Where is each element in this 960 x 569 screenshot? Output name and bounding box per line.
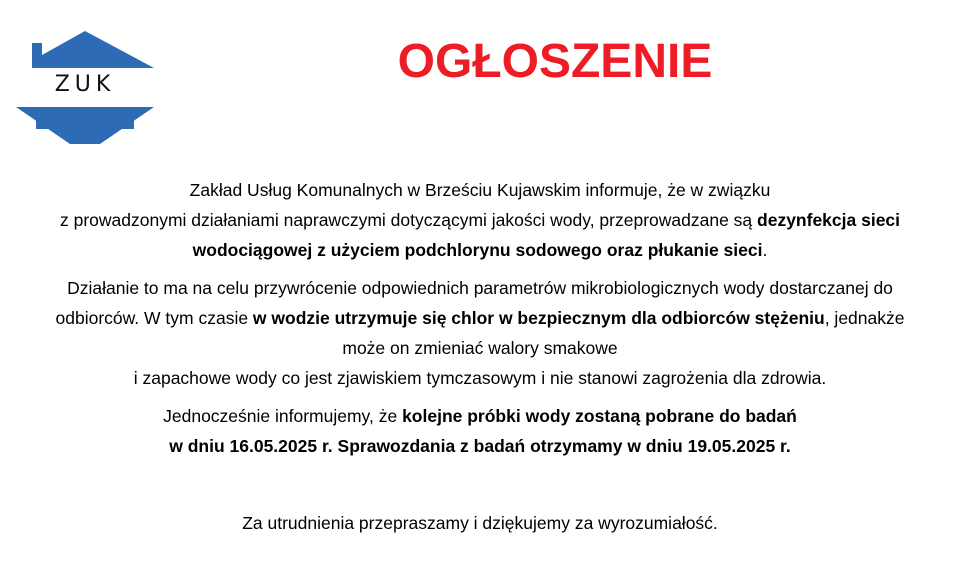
paragraph-intro <box>8 175 952 265</box>
intro-emphasis-2: wodociągowej z użyciem podchlorynu sodowego oraz płukanie sieci <box>192 240 763 260</box>
zuk-logo <box>16 31 154 144</box>
paragraph-apology <box>8 508 952 538</box>
samples-emphasis-2: w dniu 16.05.2025 r. Sprawozdania z badań otrzymamy w dniu 19.05.2025 r. <box>169 436 791 456</box>
announcement-title: OGŁOSZENIE <box>397 35 713 88</box>
purpose-line-2c: , jednakże <box>824 308 905 328</box>
apology-line: Za utrudnienia przepraszamy i dziękujemy za wyrozumiałość. <box>242 513 718 533</box>
samples-emphasis-1: kolejne próbki wody zostaną pobrane do badań <box>402 406 797 426</box>
purpose-line-3: może on zmieniać walory smakowe <box>342 338 618 358</box>
intro-line-2: z prowadzonymi działaniami naprawczymi dotyczącymi jakości wody, przeprowadzane są <box>59 210 758 230</box>
paragraph-purpose <box>8 273 952 393</box>
purpose-emphasis: w wodzie utrzymuje się chlor w bezpiecznym dla odbiorców stężeniu <box>252 308 825 328</box>
purpose-line-1: Działanie to ma na celu przywrócenie odpowiednich parametrów mikrobiologicznych wody dostarczanej do <box>67 278 893 298</box>
paragraph-samples <box>8 401 952 461</box>
announcement-body <box>8 175 952 538</box>
intro-line-1: Zakład Usług Komunalnych w Brześciu Kujawskim informuje, że w związku <box>189 180 771 200</box>
purpose-line-2a: odbiorców. W tym czasie <box>55 308 253 328</box>
intro-period: . <box>762 240 768 260</box>
samples-line-1a: Jednocześnie informujemy, że <box>163 406 403 426</box>
logo-text: ZUK <box>54 72 116 97</box>
intro-emphasis-1: dezynfekcja sieci <box>757 210 901 230</box>
purpose-line-4: i zapachowe wody co jest zjawiskiem tymczasowym i nie stanowi zagrożenia dla zdrowia. <box>133 368 827 388</box>
